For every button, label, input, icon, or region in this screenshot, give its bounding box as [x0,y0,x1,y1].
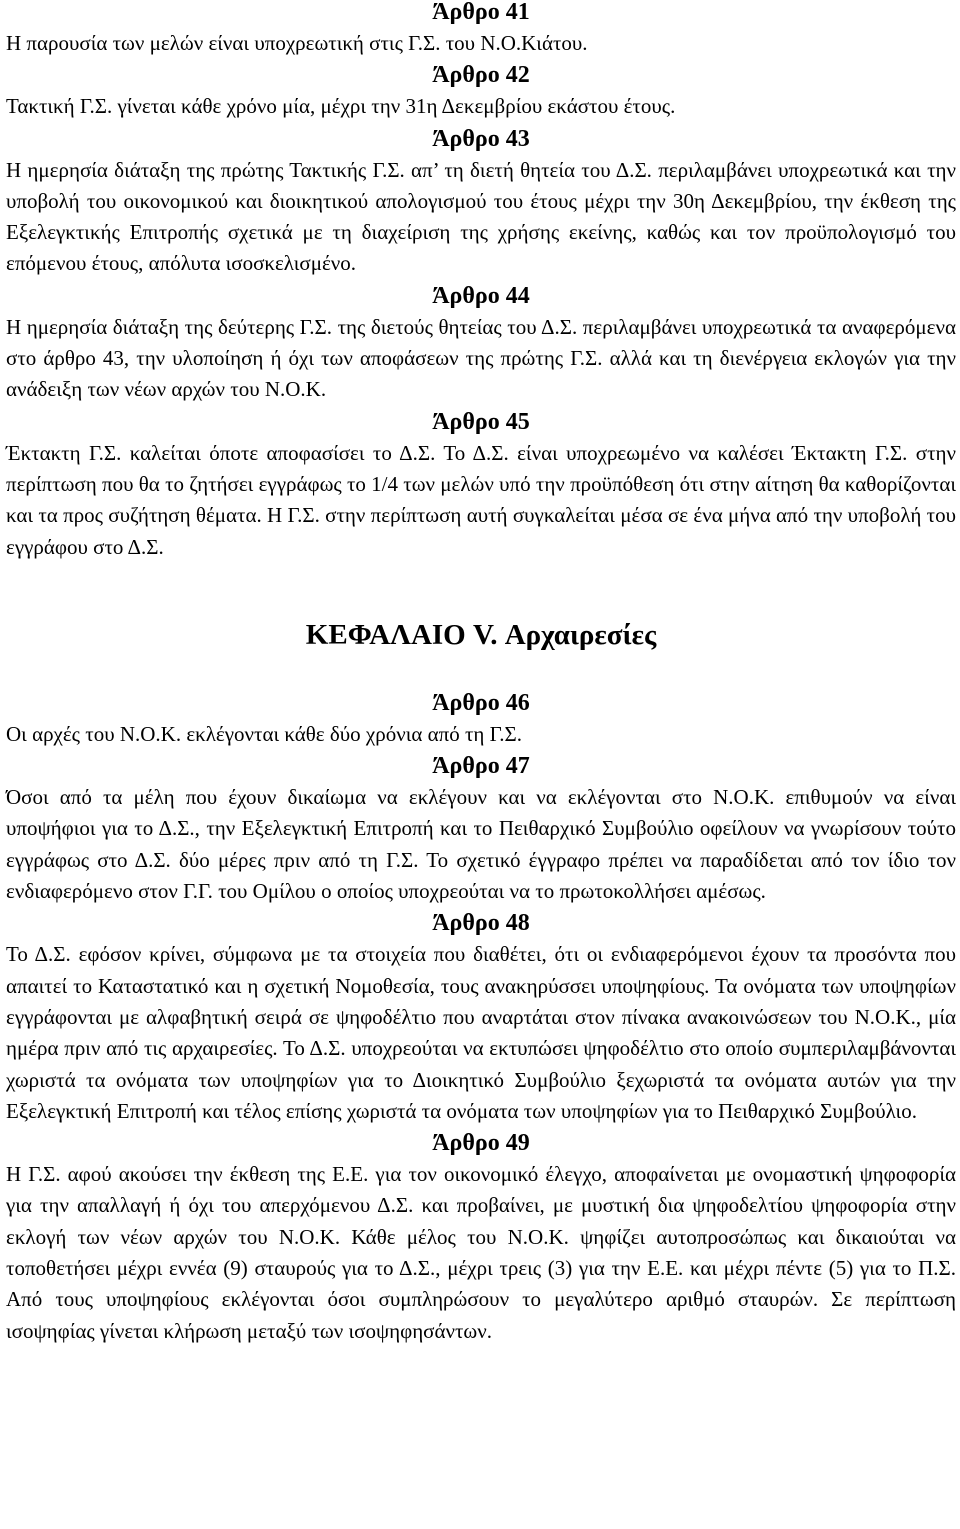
article-49-title: Άρθρο 49 [432,1130,530,1157]
article-41-title: Άρθρο 41 [432,0,530,25]
article-45-text: Έκτακτη Γ.Σ. καλείται όποτε αποφασίσει το Δ.Σ. Το Δ.Σ. είναι υποχρεωμένο να καλέσει Έκτακτη Γ.Σ. στην περίπτωση που θα το ζητήσει εγγράφως το 1/4 των μελών υπό την προϋπόθεση ότι στην αίτηση θα καθορίζονται και τα προς συζήτηση θέματα. Η Γ.Σ. στην περίπτωση αυτή συγκαλείται μέσα σε ένα μήνα από την υποβολή του εγγράφου στο Δ.Σ. [6,440,956,559]
article-47-text: Όσοι από τα μέλη που έχουν δικαίωμα να εκλέγουν και να εκλέγονται στο Ν.Ο.Κ. επιθυμούν να είναι υποψήφιοι για το Δ.Σ., την Εξελεγκτική Επιτροπή και το Πειθαρχικό Συμβούλιο οφείλουν να γνωρίσουν τούτο εγγράφως στο Δ.Σ. δύο μέρες πριν από τη Γ.Σ. Το σχετικό έγγραφο πρέπει να παραδίδεται από τον ίδιο τον ενδιαφερόμενο στον Γ.Γ. του Ομίλου ο οποίος υποχρεούται να το πρωτοκολλήσει αμέσως. [6,785,956,904]
article-44-text: Η ημερησία διάταξη της δεύτερης Γ.Σ. της διετούς θητείας του Δ.Σ. περιλαμβάνει υποχρεωτικά τα αναφερόμενα στο άρθρο 43, την υλοποίηση ή όχι των αποφάσεων της πρώτης Γ.Σ. αλλά και τη διενέργεια εκλογών για την ανάδειξη των νέων αρχών του Ν.Ο.Κ. [6,314,956,402]
chapter-heading [6,617,956,653]
article-47-title: Άρθρο 47 [432,753,530,780]
spacer [6,563,956,617]
article-49-text: Η Γ.Σ. αφού ακούσει την έκθεση της Ε.Ε. για τον οικονομικό έλεγχο, αποφαίνεται με ονομαστική ψηφοφορία για την απαλλαγή ή όχι του απερχόμενου Δ.Σ. και προβαίνει, με μυστική δια ψηφοδελτίου ψηφοφορία στην εκλογή των νέων αρχών του Ν.Ο.Κ. Κάθε μέλος του Ν.Ο.Κ. ψηφίζει αυτοπροσώπως και δικαιούται να τοποθετήσει μέχρι εννέα (9) σταυρούς για το Δ.Σ., μέχρι τρεις (3) για την Ε.Ε. και μέχρι πέντε (5) για το Π.Σ. Από τους υποψηφίους εκλέγονται όσοι συμπληρώσουν το μεγαλύτερο αριθμό σταυρών. Σε περίπτωση ισοψηφίας γίνεται κλήρωση μεταξύ των ισοψηφησάντων. [6,1162,956,1343]
article-43-title: Άρθρο 43 [432,125,530,152]
article-44-title: Άρθρο 44 [432,282,530,309]
article-48-title: Άρθρο 48 [432,910,530,937]
article-42-text: Τακτική Γ.Σ. γίνεται κάθε χρόνο μία, μέχρι την 31η Δεκεμβρίου εκάστου έτους. [6,94,676,119]
article-48-text: Το Δ.Σ. εφόσον κρίνει, σύμφωνα με τα στοιχεία που διαθέτει, ότι οι ενδιαφερόμενοι έχουν τα προσόντα που απαιτεί το Καταστατικό και η σχετική Νομοθεσία, τους ανακηρύσσει υποψηφίους. Τα ονόματα των υποψηφίων εγγράφονται με αλφαβητική σειρά σε ψηφοδέλτιο που αναρτάται στον πίνακα ανακοινώσεων του Ν.Ο.Κ., μία ημέρα πριν από τις αρχαιρεσίες. Το Δ.Σ. υποχρεούται να εκτυπώσει ψηφοδέλτιο στο οποίο συμπεριλαμβάνονται χωριστά τα ονόματα των υποψηφίων για το Διοικητικό Συμβούλιο ξεχωριστά τα ονόματα αυτών για την Εξελεγκτική Επιτροπή και τέλος επίσης χωριστά τα ονόματα των υποψηφίων για το Πειθαρχικό Συμβούλιο. [6,942,956,1123]
article-46-text: Οι αρχές του Ν.Ο.Κ. εκλέγονται κάθε δύο χρόνια από τη Γ.Σ. [6,721,522,746]
chapter-number: ΚΕΦΑΛΑΙΟ V. [305,618,498,651]
article-43-text: Η ημερησία διάταξη της πρώτης Τακτικής Γ.Σ. απ’ τη διετή θητεία του Δ.Σ. περιλαμβάνει υποχρεωτικά και την υποβολή του οικονομικού και διοικητικού απολογισμού του έτους μέχρι την 30η Δεκεμβρίου, την έκθεση της Εξελεγκτικής Επιτροπής σχετικά με τη διαχείριση της χρήσης εκείνης, καθώς και τον προϋπολογισμό του επόμενου έτους, απόλυτα ισοσκελισμένο. [6,157,956,276]
chapter-subtitle: Αρχαιρεσίες [504,618,657,651]
article-41-text: Η παρουσία των μελών είναι υποχρεωτική στις Γ.Σ. του Ν.Ο.Κιάτου. [6,31,588,55]
article-45-title: Άρθρο 45 [432,408,530,435]
article-42-title: Άρθρο 42 [432,62,530,89]
spacer [6,653,956,687]
article-46-title: Άρθρο 46 [432,689,530,716]
